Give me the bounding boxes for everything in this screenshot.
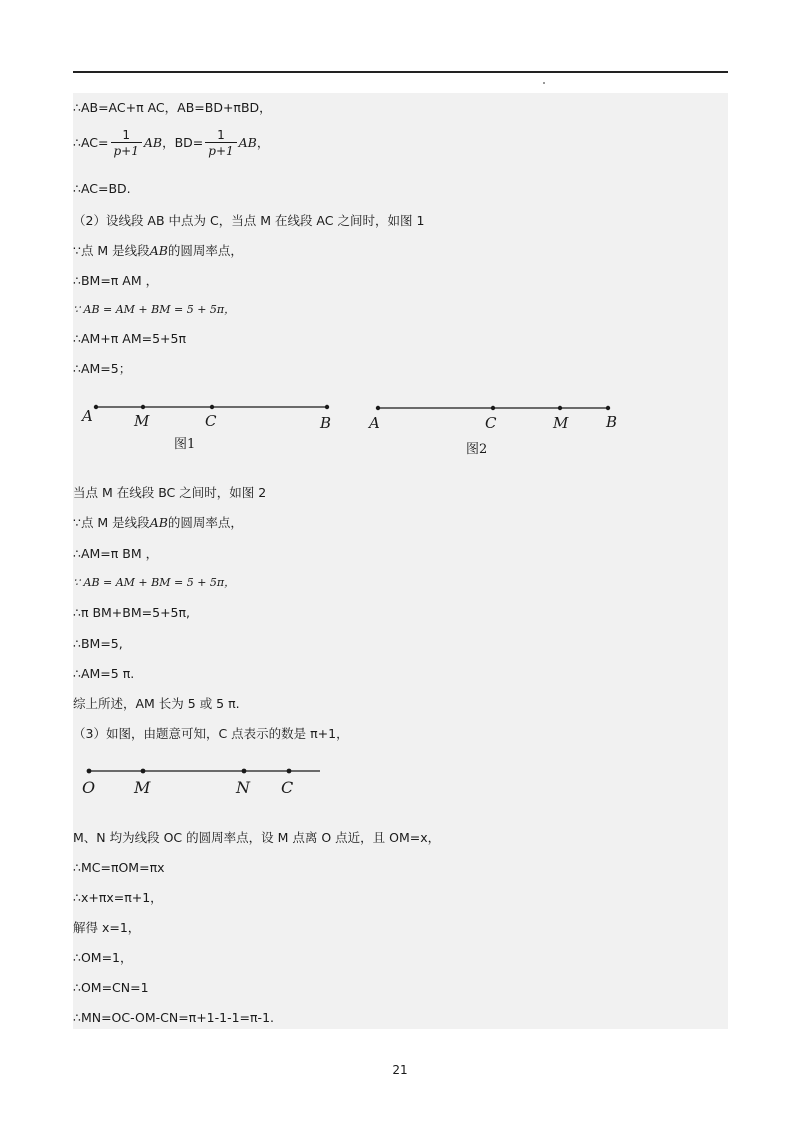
line-ab-relations: ∴AB=AC+π AC，AB=BD+πBD， (73, 100, 272, 115)
figure1-label-a: A (82, 407, 93, 425)
figure3-point-m (141, 769, 146, 774)
line-equation-1: ∵ AB = AM + BM = 5 + 5π， (73, 303, 236, 316)
figure3-point-c (287, 769, 292, 774)
line-case2-intro: 当点 M 在线段 BC 之间时，如图 2 (73, 485, 267, 500)
line-am-pi-bm: ∴AM=π BM ， (73, 546, 159, 561)
figure2-caption: 图2 (466, 442, 488, 457)
line-om-cn: ∴OM=CN=1 (73, 980, 149, 995)
figure2-point-a (376, 406, 380, 410)
figure2-segment (376, 406, 610, 410)
figure2-label-b: B (606, 413, 618, 431)
figure1-point-b (325, 405, 329, 409)
figure1-caption: 图1 (174, 437, 196, 452)
line-equation-2: ∵ AB = AM + BM = 5 + 5π， (73, 576, 236, 589)
figure1-point-a (94, 405, 98, 409)
line-because-2: ∵点 M 是线段AB的圆周率点， (73, 515, 243, 530)
ac-label: ∴AC= (73, 135, 109, 150)
figure2-point-c (491, 406, 495, 410)
figure1-label-b: B (320, 414, 332, 432)
figure1-point-c (210, 405, 214, 409)
line-part3-intro: （3）如图，由题意可知，C 点表示的数是 π+1， (73, 726, 349, 741)
line-am-value: ∴AM=5； (73, 361, 132, 376)
fraction-bd: $\frac{1}{p+1}$ (205, 128, 236, 159)
line-am-5pi: ∴AM=5 π. (73, 666, 135, 681)
figure3-point-o (87, 769, 92, 774)
page-number: 21 (392, 1063, 408, 1077)
line-part2-intro: （2）设线段 AB 中点为 C，当点 M 在线段 AC 之间时，如图 1 (73, 213, 425, 228)
figure3-segment (87, 769, 320, 774)
figure1-point-m (141, 405, 145, 409)
line-ac-equals-bd: ∴AC=BD. (73, 181, 131, 196)
figure3-label-c: C (281, 778, 294, 797)
fraction-ac: $\frac{1}{p+1}$ (111, 128, 142, 159)
figure2-label-c: C (485, 414, 497, 432)
figure2-label-m: M (553, 414, 569, 432)
figure3-label-o: O (82, 778, 96, 797)
line-x-equation: ∴x+πx=π+1， (73, 890, 163, 905)
line-am-sum: ∴AM+π AM=5+5π (73, 331, 186, 346)
figure2-point-b (606, 406, 610, 410)
figure3-label-n: N (236, 778, 250, 797)
line-mn-result: ∴MN=OC-OM-CN=π+1-1-1=π-1. (73, 1010, 274, 1025)
line-solve-x: 解得 x=1， (73, 920, 141, 935)
line-summary: 综上所述，AM 长为 5 或 5 π. (73, 696, 240, 711)
figure1-label-m: M (134, 412, 150, 430)
figure3-label-m: M (134, 778, 151, 797)
line-mc: ∴MC=πOM=πx (73, 860, 165, 875)
figure2-point-m (558, 406, 562, 410)
line-because-1: ∵点 M 是线段AB的圆周率点， (73, 243, 243, 258)
line-bm-sum: ∴π BM+BM=5+5π, (73, 605, 190, 620)
figure3-point-n (242, 769, 247, 774)
bd-label: ，BD= (162, 135, 204, 150)
line-part3-setup: M、N 均为线段 OC 的圆周率点，设 M 点离 O 点近，且 OM=x， (73, 830, 441, 845)
line-ac-bd-fractions: ∴AC= $\frac{1}{p+1}$ AB，BD= $\frac{1}{p+1}$ AB， (73, 128, 270, 158)
line-bm-value: ∴BM=5, (73, 636, 123, 651)
figure1-label-c: C (205, 412, 217, 430)
line-bm-pi-am: ∴BM=π AM ， (73, 273, 159, 288)
figure2-label-a: A (369, 414, 380, 432)
figure1-segment (94, 405, 329, 409)
line-om: ∴OM=1， (73, 950, 133, 965)
